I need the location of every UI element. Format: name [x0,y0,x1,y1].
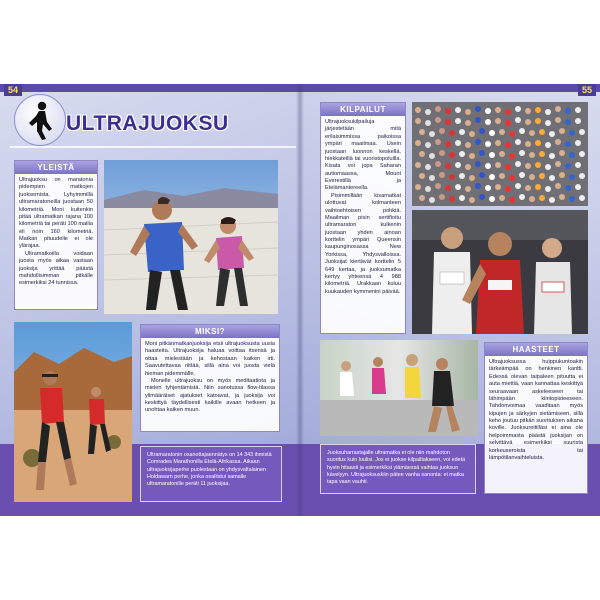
trail-runners-photo [14,322,132,502]
haasteet-header: HAASTEET [485,343,587,356]
haasteet-paragraph-1: Ultrajuoksussa huippukuntoakin tärkeämpää on henkinen kantti. Edessä olevan taipaleen pituutta ei auta miettiä, vaan kannattaa keskittyä seuraavaan askeleeseen tai lähimpään kiintopisteeseen. Tahdonvoimaa vaaditaan myös kipujen ja särkyjen sietämiseen, sillä keho joutuu pitkän suorituksen aikana koville. Juoksureitilläsi ei aina ole helpoimmasta päästä juoksijan on selvittävä esimerkiksi suurista korkeuseroista tai lämpötilanvaihteluista. [489,359,583,461]
yleista-paragraph-2: Ultramatkoilla voidaan juosta myös aikaa vastaan juoksija yrittää päästä mahdollisimman pitkälle esimerkiksi 24 tunnissa. [19,250,93,287]
miksi-header: MIKSI? [141,325,279,338]
right-caption: Juoksuharrastajalle ultramatka ei ole niin mahdoton suoritus kuin luulisi. Jos ei juokse kilpailtakseen, voi edetä hyvin hitaasti ja esimerkiksi ylämäessä vaihtaa juoksun kävelyyn. Ultrajuoksuskiin pätee vanha sanonta: ei matka tapa vaan vauhti. [320,444,476,494]
right-page-number: 55 [578,84,596,96]
top-strip-right [300,84,600,92]
miksi-paragraph-2: Monelle ultrajuoksu on myös meditaatiota ja mielen tyhjentämistä. Niin sanotussa flow-tilassa ylimääräiset ajatukset katoavat, ja juoksija voi keskittyä täydellisesti kaikille avaan hetkeen ja unohtaa kaiken muun. [145,377,275,414]
book-spread [0,84,600,516]
book-gutter [296,84,304,516]
title-divider [10,146,296,148]
haasteet-body [485,356,587,465]
left-page-number: 54 [4,84,22,96]
right-page [300,84,600,516]
left-page [0,84,300,516]
kilpailut-header: KILPAILUT [321,103,405,116]
yleista-paragraph-1: Ultrajuoksu on maratonia pidempien matkojen juoksemista. Lyhyimmillä ultramaratoneilla juostaan 50 kilometriä. Moni kuitenkin pitää ultramatkan rajana 100 kilometriä tai peräti 100 mailia eli noin 160 kilometriä. Matkan pituudelle ei ole ylärajaa. [19,177,93,250]
yleista-header: YLEISTÄ [15,161,97,174]
miksi-box [140,324,280,432]
left-caption: Ultramaratonin osanottajaennätys on 14 343 ihmistä Comrades Marathonilla Etelä-Afrikassa. Aikaan ultrajuoksijaperhe puolestaan on yhdysvaltalainen Holdawarn perhe, jonka osallistui samalle ultramaratonille peräti 11 juoksijaa. [140,446,282,502]
kilpailut-body [321,116,405,299]
miksi-body [141,338,279,418]
race-runners-photo [412,210,588,334]
yleista-box [14,160,98,310]
yleista-body [15,174,97,291]
kilpailut-paragraph-1: Ultrajuoksukilpailuja järjestetään mitä erilaisimmissa paikoissa ympäri maailmaa. Usein juostaan luonnon keskellä, hiekkateillä tai vuoristopoluilla. Kisata voi jopa Saharan autiomaassa, Mount Everestillä ja Etelämantereella. [325,119,401,192]
page-title: ULTRAJUOKSU [66,112,229,135]
runner-silhouette-icon [14,94,66,146]
title-row [14,94,296,146]
haasteet-box [484,342,588,494]
kilpailut-paragraph-2: Pisimmillään kisamatkat ulottuvat kolmanteen vaihtoehtoisen pohkiä. Maailman pisin sertifioitu ultramaraton kulkenin juostaan yhden ainoan korttelin ympäri Queensin kaupunginosassa New Yorkissa, Yhdysvalloissa. Juoksijat kiertävät korttelin 5 649 kertaa, ja juoksumatka kertyy yhteensä 4 988 kilometriä. Urakkaan kuluu kuukauden kymmenini päivää. [325,192,401,295]
city-marathon-photo [320,340,478,436]
top-strip-left [0,84,300,92]
desert-runners-photo [104,160,278,314]
kilpailut-box [320,102,406,334]
miksi-paragraph-1: Moni pitkänmatkanjuoksija etsii ultrajuoksusta uusia haasteita. Ultrajuoksija haluaa voittaa itsensä ja ottaa mielestään ja kehostaan kaiken irti. Saavutettavaa riittää, sillä aina voi juosta vielä hieman pidemmälle. [145,341,275,377]
marathon-crowd-photo [412,102,588,206]
